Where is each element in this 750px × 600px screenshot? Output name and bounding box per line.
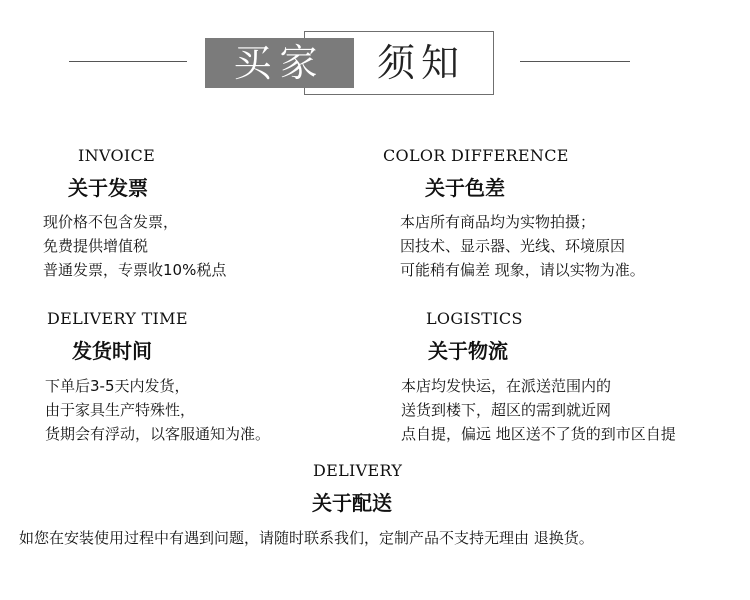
color-line: 本店所有商品均为实物拍摄；: [400, 213, 596, 231]
logistics-line: 点自提，偏远 地区送不了货的到市区自提: [401, 425, 676, 443]
color-body: [400, 210, 645, 282]
invoice-line: 普通发票，专票收10%税点: [43, 261, 227, 279]
invoice-title: 关于发票: [68, 176, 148, 200]
header-divider-right: [520, 61, 630, 62]
header-title-part1: 买家: [233, 41, 326, 85]
color-line: 因技术、显示器、光线、环境原因: [400, 237, 626, 255]
delivery-time-line: 由于家具生产特殊性，: [45, 401, 196, 419]
logistics-line: 送货到楼下，超区的需到就近网: [401, 401, 612, 419]
invoice-line: 现价格不包含发票，: [43, 213, 179, 231]
delivery-time-en-heading: DELIVERY TIME: [47, 309, 188, 328]
logistics-title: 关于物流: [428, 339, 508, 363]
header-title-part2: 须知: [376, 41, 465, 85]
logistics-line: 本店均发快运，在派送范围内的: [401, 377, 612, 395]
invoice-en-heading: INVOICE: [78, 146, 156, 165]
delivery-en-heading: DELIVERY: [313, 461, 403, 480]
color-title: 关于色差: [425, 176, 505, 200]
delivery-time-body: [45, 374, 270, 446]
logistics-body: [401, 374, 676, 446]
delivery-time-line: 货期会有浮动，以客服通知为准。: [45, 425, 271, 443]
delivery-line: 如您在安装使用过程中有遇到问题，请随时联系我们，定制产品不支持无理由 退换货。: [19, 529, 594, 547]
header-divider-left: [69, 61, 187, 62]
delivery-time-line: 下单后3-5天内发货，: [45, 377, 190, 395]
delivery-title: 关于配送: [312, 491, 392, 515]
color-line: 可能稍有偏差 现象，请以实物为准。: [400, 261, 645, 279]
delivery-body: [19, 526, 594, 550]
delivery-time-title: 发货时间: [72, 339, 152, 363]
color-en-heading: COLOR DIFFERENCE: [383, 146, 569, 165]
invoice-line: 免费提供增值税: [43, 237, 149, 255]
logistics-en-heading: LOGISTICS: [426, 309, 523, 328]
invoice-body: [43, 210, 226, 282]
